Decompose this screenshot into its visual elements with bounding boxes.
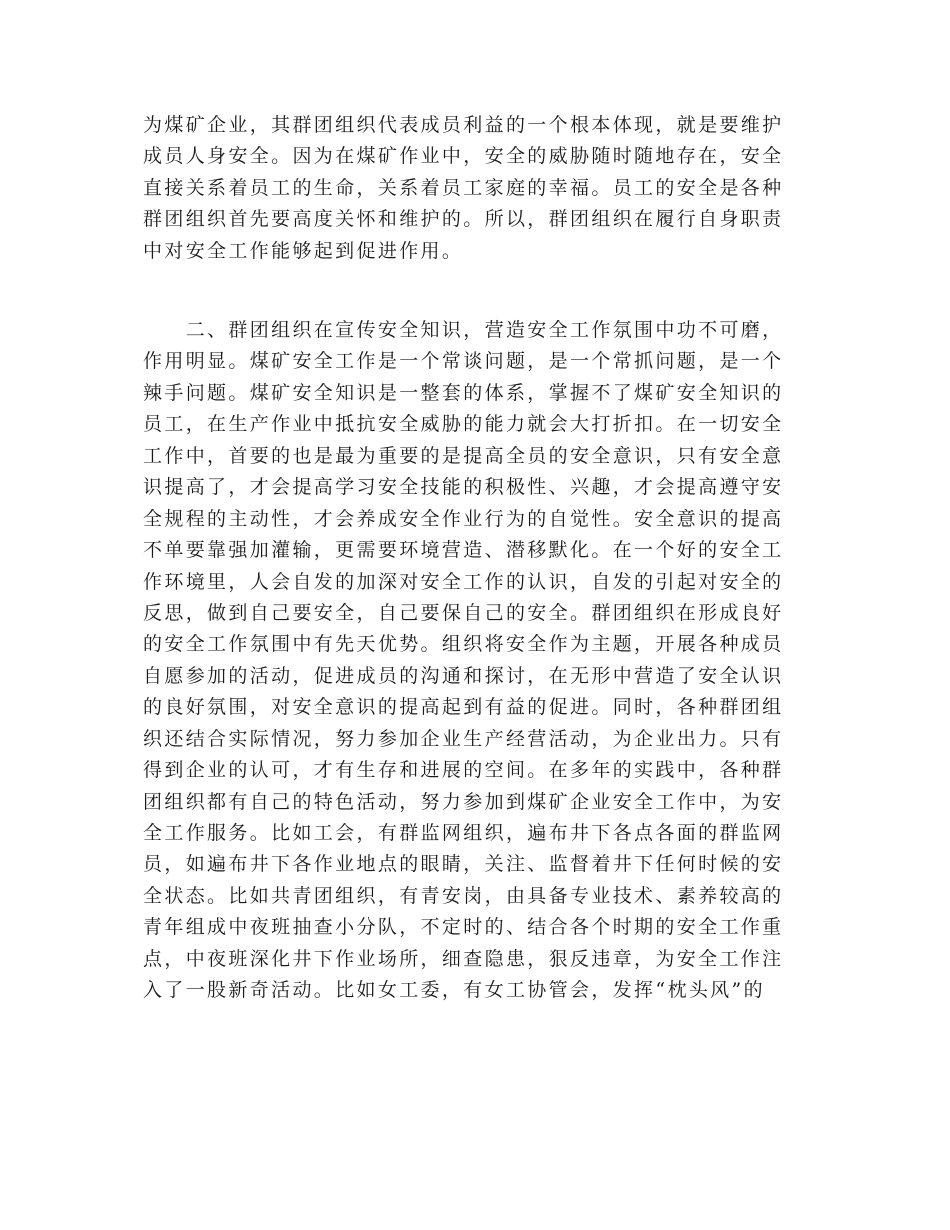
text-line: 团组织都有自己的特色活动，努力参加到煤矿企业安全工作中，为安 <box>143 790 784 813</box>
text-line: 作环境里，人会自发的加深对安全工作的认识，自发的引起对安全的 <box>143 570 784 593</box>
text-line: 织还结合实际情况，努力参加企业生产经营活动，为企业出力。只有 <box>143 727 784 750</box>
text-line: 反思，做到自己要安全，自己要保自己的安全。群团组织在形成良好 <box>143 601 784 624</box>
paragraph-2 <box>143 315 793 1007</box>
paragraph-1 <box>143 110 793 267</box>
text-line: 不单要靠强加灌输，更需要环境营造、潜移默化。在一个好的安全工 <box>143 539 784 562</box>
text-line: 作用明显。煤矿安全工作是一个常谈问题，是一个常抓问题，是一个 <box>143 350 784 373</box>
text-line: 自愿参加的活动，促进成员的沟通和探讨，在无形中营造了安全认识 <box>143 664 784 687</box>
text-line: 二、群团组织在宣传安全知识，营造安全工作氛围中功不可磨， <box>143 319 784 341</box>
text-line: 群团组织首先要高度关怀和维护的。所以，群团组织在履行自身职责 <box>143 208 784 231</box>
text-line: 辣手问题。煤矿安全知识是一整套的体系，掌握不了煤矿安全知识的 <box>143 381 784 404</box>
text-line: 中对安全工作能够起到促进作用。 <box>143 239 464 262</box>
text-line: 员，如遍布井下各作业地点的眼睛，关注、监督着井下任何时候的安 <box>143 853 784 876</box>
text-line: 入了一股新奇活动。比如女工委，有女工协管会，发挥“枕头风”的 <box>143 979 765 1002</box>
text-line: 得到企业的认可，才有生存和进展的空间。在多年的实践中，各种群 <box>143 759 784 782</box>
text-line: 工作中，首要的也是最为重要的是提高全员的安全意识，只有安全意 <box>143 444 784 467</box>
text-line: 为煤矿企业，其群团组织代表成员利益的一个根本体现，就是要维护 <box>143 114 784 136</box>
text-line: 点，中夜班深化井下作业场所，细查隐患，狠反违章，为安全工作注 <box>143 947 784 970</box>
text-line: 的良好氛围，对安全意识的提高起到有益的促进。同时，各种群团组 <box>143 696 784 719</box>
text-line: 的安全工作氛围中有先天优势。组织将安全作为主题，开展各种成员 <box>143 633 784 656</box>
text-line: 全工作服务。比如工会，有群监网组织，遍布井下各点各面的群监网 <box>143 822 784 844</box>
text-line: 成员人身安全。因为在煤矿作业中，安全的威胁随时随地存在，安全 <box>143 145 784 168</box>
text-line: 直接关系着员工的生命，关系着员工家庭的幸福。员工的安全是各种 <box>143 176 784 199</box>
text-line: 青年组成中夜班抽查小分队，不定时的、结合各个时期的安全工作重 <box>143 916 784 939</box>
text-line: 全状态。比如共青团组织，有青安岗，由具备专业技术、素养较高的 <box>143 884 784 907</box>
text-line: 员工，在生产作业中抵抗安全威胁的能力就会大打折扣。在一切安全 <box>143 413 784 436</box>
text-line: 全规程的主动性，才会养成安全作业行为的自觉性。安全意识的提高 <box>143 507 784 530</box>
text-line: 识提高了，才会提高学习安全技能的积极性、兴趣，才会提高遵守安 <box>143 476 784 499</box>
